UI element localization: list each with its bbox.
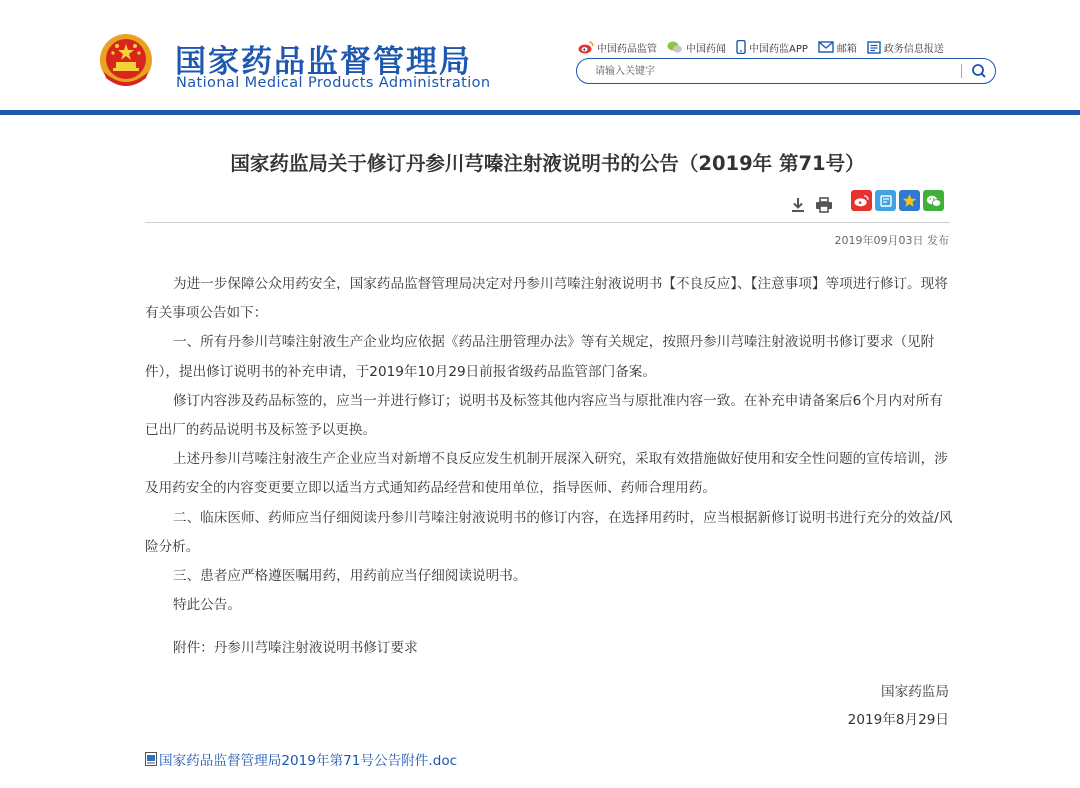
toplink-wechat[interactable] [667,40,726,55]
article-tools [788,195,840,215]
site-logo-english[interactable]: National Medical Products Administration [176,75,491,91]
toplink-report[interactable] [867,40,944,55]
search-box [576,58,996,84]
title-divider [145,222,950,223]
weibo-icon [854,194,869,207]
download-button[interactable] [788,195,808,215]
toplink-report-label: 政务信息报送 [883,43,944,55]
paragraph-closing: 特此公告。 [173,597,241,614]
paragraph-intro: 为进一步保障公众用药安全，国家药品监督管理局决定对丹参川芎嗪注射液说明书【不良反应】、【注意事项】等项进行修订。现将有关事项公告如下： [145,276,948,322]
signature-organization: 国家药监局 [881,684,949,700]
attachment-note: 附件：丹参川芎嗪注射液说明书修订要求 [173,640,418,657]
attachment-link-label: 国家药品监督管理局2019年第71号公告附件.doc [159,753,458,769]
national-emblem-icon [98,32,154,90]
header-blue-bar [0,110,1080,115]
search-input[interactable] [595,63,935,79]
qzone-icon [879,194,893,208]
share-qzone-button[interactable] [875,190,896,211]
paragraph-item-3: 三、患者应严格遵医嘱用药，用药前应当仔细阅读说明书。 [173,568,527,585]
mail-icon [818,41,834,53]
weibo-icon [578,40,594,54]
toplink-mail-label: 邮箱 [836,43,857,55]
attachment-download-link[interactable] [145,749,457,769]
mobile-app-icon [736,40,746,54]
download-icon [790,197,806,213]
top-links-bar [578,38,954,56]
print-button[interactable] [814,195,834,215]
paragraph-item-2: 二、临床医师、药师应当仔细阅读丹参川芎嗪注射液说明书的修订内容，在选择用药时，应当根据新修订说明书进行充分的效益/风险分析。 [145,509,953,555]
site-header [0,0,1080,112]
toplink-app-label: 中国药监APP [749,43,808,55]
search-icon[interactable] [969,62,989,80]
search-divider [961,64,962,78]
toplink-weibo[interactable] [578,40,657,55]
toplink-mail[interactable] [818,40,857,55]
article-body [145,270,953,664]
wechat-icon [926,194,942,208]
site-logo-chinese[interactable]: 国家药品监督管理局 [175,44,472,80]
toplink-wechat-label: 中国药闻 [686,43,726,55]
toplink-weibo-label: 中国药品监管 [597,43,657,55]
spacer [145,620,953,634]
toplink-app[interactable] [736,40,808,55]
article-title: 国家药监局关于修订丹参川芎嗪注射液说明书的公告（2019年 第71号） [230,152,865,175]
star-icon [902,193,917,208]
paragraph-item-1: 一、所有丹参川芎嗪注射液生产企业均应依据《药品注册管理办法》等有关规定，按照丹参川芎嗪注射液说明书修订要求（见附件），提出修订说明书的补充申请，于2019年10月29日前报省级药品监管部门备案。 [145,334,935,380]
wechat-icon [667,40,683,54]
publish-date: 2019年09月03日 发布 [834,234,949,247]
share-weibo-button[interactable] [851,190,872,211]
signature-date: 2019年8月29日 [847,712,949,728]
report-icon [867,41,881,54]
share-favorite-button[interactable] [899,190,920,211]
document-icon [145,752,157,766]
paragraph-item-1-labels: 修订内容涉及药品标签的，应当一并进行修订；说明书及标签其他内容应当与原批准内容一致。在补充申请备案后6个月内对所有已出厂的药品说明书及标签予以更换。 [145,392,943,439]
paragraph-item-1-research: 上述丹参川芎嗪注射液生产企业应当对新增不良反应发生机制开展深入研究，采取有效措施做好使用和安全性问题的宣传培训，涉及用药安全的内容变更要立即以适当方式通知药品经营和使用单位，指导医师、药师合理用药。 [145,451,948,497]
share-wechat-button[interactable] [923,190,944,211]
print-icon [815,197,833,213]
share-buttons [851,190,947,211]
